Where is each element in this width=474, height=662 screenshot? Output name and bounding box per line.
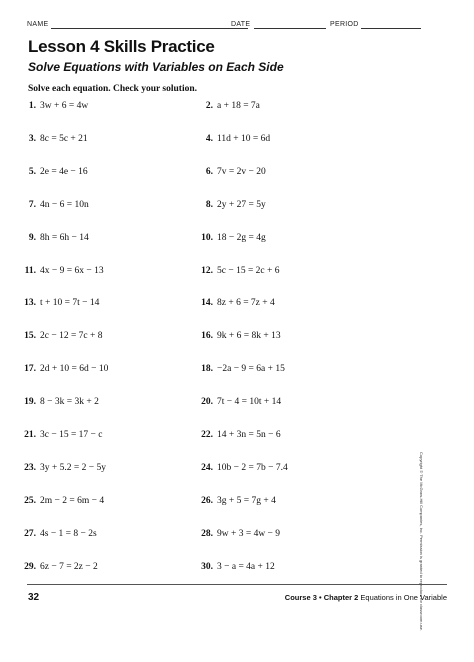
problem-equation: 6z − 7 = 2z − 2 <box>40 561 98 572</box>
date-blank[interactable] <box>254 28 326 29</box>
problem-item <box>195 496 276 510</box>
problem-equation: 3c − 15 = 17 − c <box>40 430 103 440</box>
problem-equation: 9w + 3 = 4w − 9 <box>217 528 281 539</box>
problem-number: 9. <box>28 232 36 243</box>
problem-equation: 3y + 5.2 = 2 − 5y <box>40 462 106 473</box>
period-blank[interactable] <box>361 28 421 29</box>
problem-number: 28. <box>201 528 213 539</box>
problem-number: 17. <box>24 364 36 375</box>
problem-item <box>18 397 99 411</box>
problem-number: 2. <box>205 101 213 111</box>
problem-item <box>195 298 275 312</box>
student-info-header <box>27 18 447 32</box>
problem-item <box>18 463 106 477</box>
footer-course-info <box>240 593 447 602</box>
copyright-notice: Copyright © The McGraw-Hill Companies, Inc. Permission is granted to reproduce for classroom use. <box>419 452 424 631</box>
problem-equation: 3 − a = 4a + 12 <box>217 561 275 572</box>
problem-item <box>195 134 270 148</box>
problem-equation: 8h = 6h − 14 <box>40 232 89 243</box>
problem-equation: 4x − 9 = 6x − 13 <box>40 265 104 276</box>
problem-item <box>195 266 280 280</box>
problem-equation: 2y + 27 = 5y <box>217 199 266 210</box>
problem-number: 19. <box>24 397 36 408</box>
problem-equation: 7t − 4 = 10t + 14 <box>217 397 282 408</box>
problem-number: 15. <box>24 331 36 342</box>
problem-equation: 2m − 2 = 6m − 4 <box>40 495 105 506</box>
problem-item <box>195 562 275 576</box>
problem-item <box>18 134 88 148</box>
problem-number: 18. <box>201 364 213 375</box>
name-blank[interactable] <box>51 28 248 29</box>
problem-number: 3. <box>28 133 36 144</box>
problem-item <box>195 430 281 444</box>
lesson-subtitle: Solve Equations with Variables on Each Side <box>28 60 284 74</box>
problem-number: 7. <box>28 199 36 210</box>
problem-item <box>195 167 266 181</box>
problem-number: 11. <box>24 265 36 276</box>
problem-item <box>18 529 97 543</box>
problem-item <box>18 496 104 510</box>
problem-equation: 4s − 1 = 8 − 2s <box>40 528 97 539</box>
problem-number: 1. <box>28 101 36 111</box>
problem-equation: 11d + 10 = 6d <box>217 133 271 144</box>
period-label: PERIOD <box>330 21 359 28</box>
problem-item <box>195 364 285 378</box>
problem-equation: 2e = 4e − 16 <box>40 166 88 177</box>
problem-number: 5. <box>28 166 36 177</box>
problem-number: 14. <box>201 298 213 309</box>
problem-item <box>195 529 280 543</box>
problem-number: 21. <box>24 430 36 440</box>
footer-chapter: Chapter 2 <box>323 593 359 602</box>
problem-equation: 3g + 5 = 7g + 4 <box>217 495 276 506</box>
problem-item <box>195 463 288 477</box>
problem-equation: 3w + 6 = 4w <box>40 101 89 111</box>
problem-equation: 7v = 2v − 20 <box>217 166 266 177</box>
problem-number: 20. <box>201 397 213 408</box>
name-label: NAME <box>27 21 49 28</box>
problem-equation: 2c − 12 = 7c + 8 <box>40 331 103 342</box>
problem-equation: a + 18 = 7a <box>217 101 260 111</box>
problem-equation: 2d + 10 = 6d − 10 <box>40 364 109 375</box>
problem-item <box>18 430 103 444</box>
problem-number: 30. <box>201 561 213 572</box>
problem-number: 25. <box>24 495 36 506</box>
problem-equation: 10b − 2 = 7b − 7.4 <box>217 462 288 473</box>
problem-number: 24. <box>201 462 213 473</box>
problem-item <box>18 562 98 576</box>
problem-item <box>195 397 281 411</box>
problem-equation: 4n − 6 = 10n <box>40 199 89 210</box>
problem-item <box>195 200 266 214</box>
problem-equation: 5c − 15 = 2c + 6 <box>217 265 280 276</box>
problem-item <box>18 233 89 247</box>
instructions: Solve each equation. Check your solution. <box>28 84 197 94</box>
problem-number: 4. <box>205 133 213 144</box>
problem-number: 6. <box>205 166 213 177</box>
problem-equation: 18 − 2g = 4g <box>217 232 266 243</box>
problem-number: 13. <box>24 298 36 309</box>
problem-equation: 14 + 3n = 5n − 6 <box>217 430 281 440</box>
problem-number: 26. <box>201 495 213 506</box>
problem-number: 10. <box>201 232 213 243</box>
problem-number: 27. <box>24 528 36 539</box>
problem-equation: 9k + 6 = 8k + 13 <box>217 331 281 342</box>
problem-item <box>18 364 108 378</box>
problem-number: 22. <box>201 430 213 440</box>
problem-number: 16. <box>201 331 213 342</box>
problem-item <box>195 331 281 345</box>
problem-item <box>18 266 104 280</box>
problem-item <box>18 331 103 345</box>
problem-equation: −2a − 9 = 6a + 15 <box>217 364 285 375</box>
footer-divider <box>27 584 447 585</box>
footer-chapter-title: Equations in One Variable <box>360 593 447 602</box>
problem-item <box>18 200 89 214</box>
problem-item <box>18 167 88 181</box>
problem-number: 29. <box>24 561 36 572</box>
problem-item <box>195 233 266 247</box>
date-label: DATE <box>231 21 251 28</box>
problem-item <box>195 101 260 115</box>
footer-course: Course 3 <box>284 593 317 602</box>
problem-number: 8. <box>205 199 213 210</box>
problem-equation: 8z + 6 = 7z + 4 <box>217 298 275 309</box>
problem-equation: 8 − 3k = 3k + 2 <box>40 397 99 408</box>
footer-bullet: • <box>318 593 322 602</box>
problem-equation: 8c = 5c + 21 <box>40 133 88 144</box>
problem-item <box>18 101 88 115</box>
problem-equation: t + 10 = 7t − 14 <box>40 298 100 309</box>
lesson-title: Lesson 4 Skills Practice <box>28 37 215 56</box>
problem-number: 23. <box>24 462 36 473</box>
problem-number: 12. <box>201 265 213 276</box>
problem-item <box>18 298 99 312</box>
page-number: 32 <box>28 592 40 603</box>
